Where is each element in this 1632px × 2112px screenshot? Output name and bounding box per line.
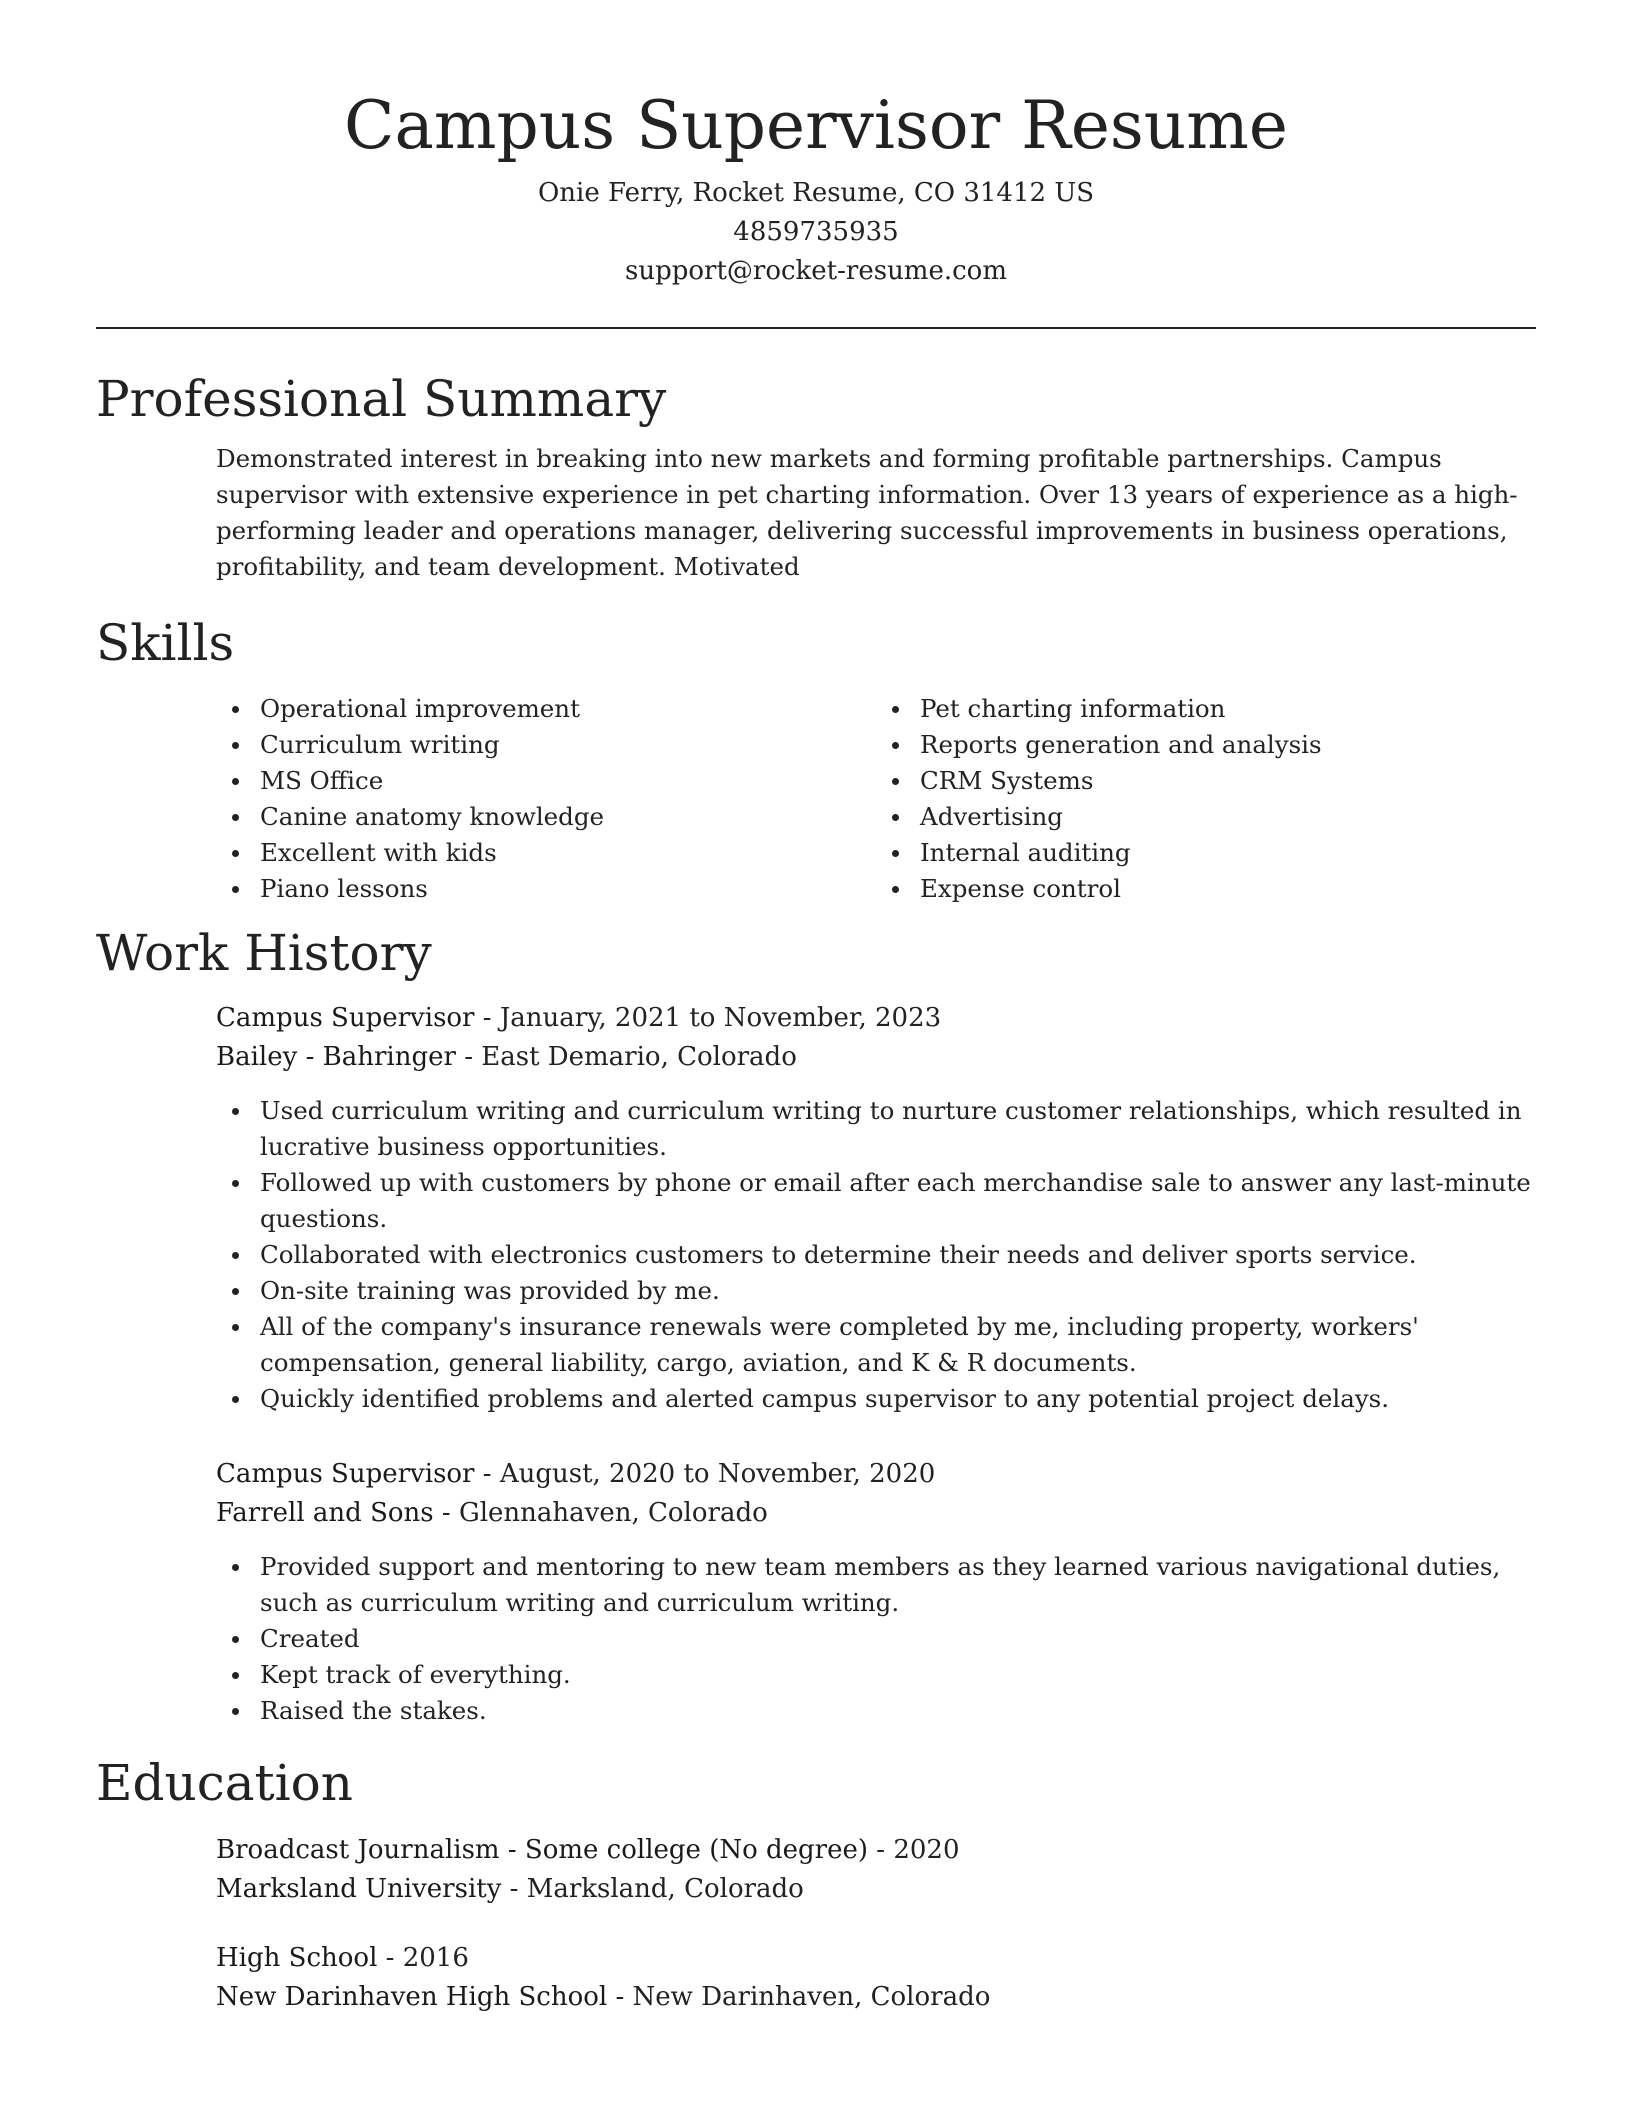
skills-section — [96, 611, 1536, 907]
skills-column-left — [216, 691, 876, 907]
job-company-line — [216, 1038, 1536, 1077]
skill-item: Operational improvement — [260, 691, 876, 727]
header-divider — [96, 327, 1536, 329]
education-degree-line — [216, 1831, 1536, 1870]
skills-column-right — [876, 691, 1536, 907]
duty-item: All of the company's insurance renewals were completed by me, including property, workers' compensation, general liability, cargo, aviation, and K & R documents. — [260, 1309, 1536, 1381]
education-school-line — [216, 1978, 1536, 2017]
skill-item: Piano lessons — [260, 871, 876, 907]
summary-heading: Professional Summary — [96, 370, 667, 428]
job-company: Farrell and Sons — [216, 1498, 434, 1528]
contact-phone: 4859735935 — [733, 217, 899, 247]
work-history-heading: Work History — [96, 924, 432, 982]
resume-title: Campus Supervisor Resume — [344, 87, 1288, 164]
duty-item: Collaborated with electronics customers to determine their needs and deliver sports service. — [260, 1237, 1536, 1273]
education-year: - 2016 — [377, 1943, 469, 1973]
education-location: - Marksland, Colorado — [501, 1874, 804, 1904]
duty-item: Quickly identified problems and alerted campus supervisor to any potential project delays. — [260, 1381, 1536, 1417]
duty-item: Raised the stakes. — [260, 1693, 1536, 1729]
duty-item: Created — [260, 1621, 1536, 1657]
job-dates: - January, 2021 to November, 2023 — [474, 1003, 942, 1033]
job-dates: - August, 2020 to November, 2020 — [474, 1459, 936, 1489]
duty-item: On-site training was provided by me. — [260, 1273, 1536, 1309]
skill-item: CRM Systems — [920, 763, 1536, 799]
education-degree: High School — [216, 1943, 378, 1973]
skill-item: Excellent with kids — [260, 835, 876, 871]
job-title-line — [216, 1455, 1536, 1494]
resume-header — [96, 0, 1536, 291]
education-section — [96, 1751, 1536, 2017]
skill-item: Canine anatomy knowledge — [260, 799, 876, 835]
education-heading: Education — [96, 1754, 353, 1812]
job-entry — [216, 1455, 1536, 1729]
skills-grid — [216, 691, 1536, 907]
skill-item: MS Office — [260, 763, 876, 799]
education-school: Marksland University — [216, 1874, 502, 1904]
job-company-line — [216, 1494, 1536, 1533]
skills-heading: Skills — [96, 614, 235, 672]
education-entry — [216, 1831, 1536, 1909]
duty-item: Used curriculum writing and curriculum writing to nurture customer relationships, which resulted in lucrative business opportunities. — [260, 1093, 1536, 1165]
job-title-line — [216, 999, 1536, 1038]
job-location: - Glennahaven, Colorado — [433, 1498, 768, 1528]
education-degree-line — [216, 1939, 1536, 1978]
contact-info — [96, 174, 1536, 291]
duty-item: Kept track of everything. — [260, 1657, 1536, 1693]
job-entry — [216, 999, 1536, 1417]
education-entry — [216, 1939, 1536, 2017]
contact-address: Onie Ferry, Rocket Resume, CO 31412 US — [537, 178, 1095, 208]
education-location: - New Darinhaven, Colorado — [607, 1982, 991, 2012]
job-duties — [216, 1549, 1536, 1729]
duty-item: Followed up with customers by phone or email after each merchandise sale to answer any last-minute questions. — [260, 1165, 1536, 1237]
education-school: New Darinhaven High School — [216, 1982, 608, 2012]
skill-item: Pet charting information — [920, 691, 1536, 727]
contact-email: support@rocket-resume.com — [624, 256, 1007, 286]
skill-item: Internal auditing — [920, 835, 1536, 871]
skill-item: Reports generation and analysis — [920, 727, 1536, 763]
job-company: Bailey - Bahringer — [216, 1042, 456, 1072]
summary-text: Demonstrated interest in breaking into new markets and forming profitable partnerships. Campus supervisor with extensive experience in pet charting information. Over 13 years of experience as a high-performing leader and operations manager, delivering successful improvements in business operations, profitability, and team development. Motivated — [216, 444, 1518, 581]
job-title: Campus Supervisor — [216, 1459, 475, 1489]
job-title: Campus Supervisor — [216, 1003, 475, 1033]
skill-item: Expense control — [920, 871, 1536, 907]
education-degree: Broadcast Journalism - Some college (No degree) — [216, 1835, 869, 1865]
summary-section — [96, 367, 1536, 585]
job-duties — [216, 1093, 1536, 1417]
work-history-section — [96, 921, 1536, 1729]
skill-item: Advertising — [920, 799, 1536, 835]
duty-item: Provided support and mentoring to new team members as they learned various navigational duties, such as curriculum writing and curriculum writing. — [260, 1549, 1536, 1621]
education-school-line — [216, 1870, 1536, 1909]
job-location: - East Demario, Colorado — [455, 1042, 797, 1072]
resume-page — [96, 0, 1536, 2017]
education-year: - 2020 — [868, 1835, 960, 1865]
skill-item: Curriculum writing — [260, 727, 876, 763]
